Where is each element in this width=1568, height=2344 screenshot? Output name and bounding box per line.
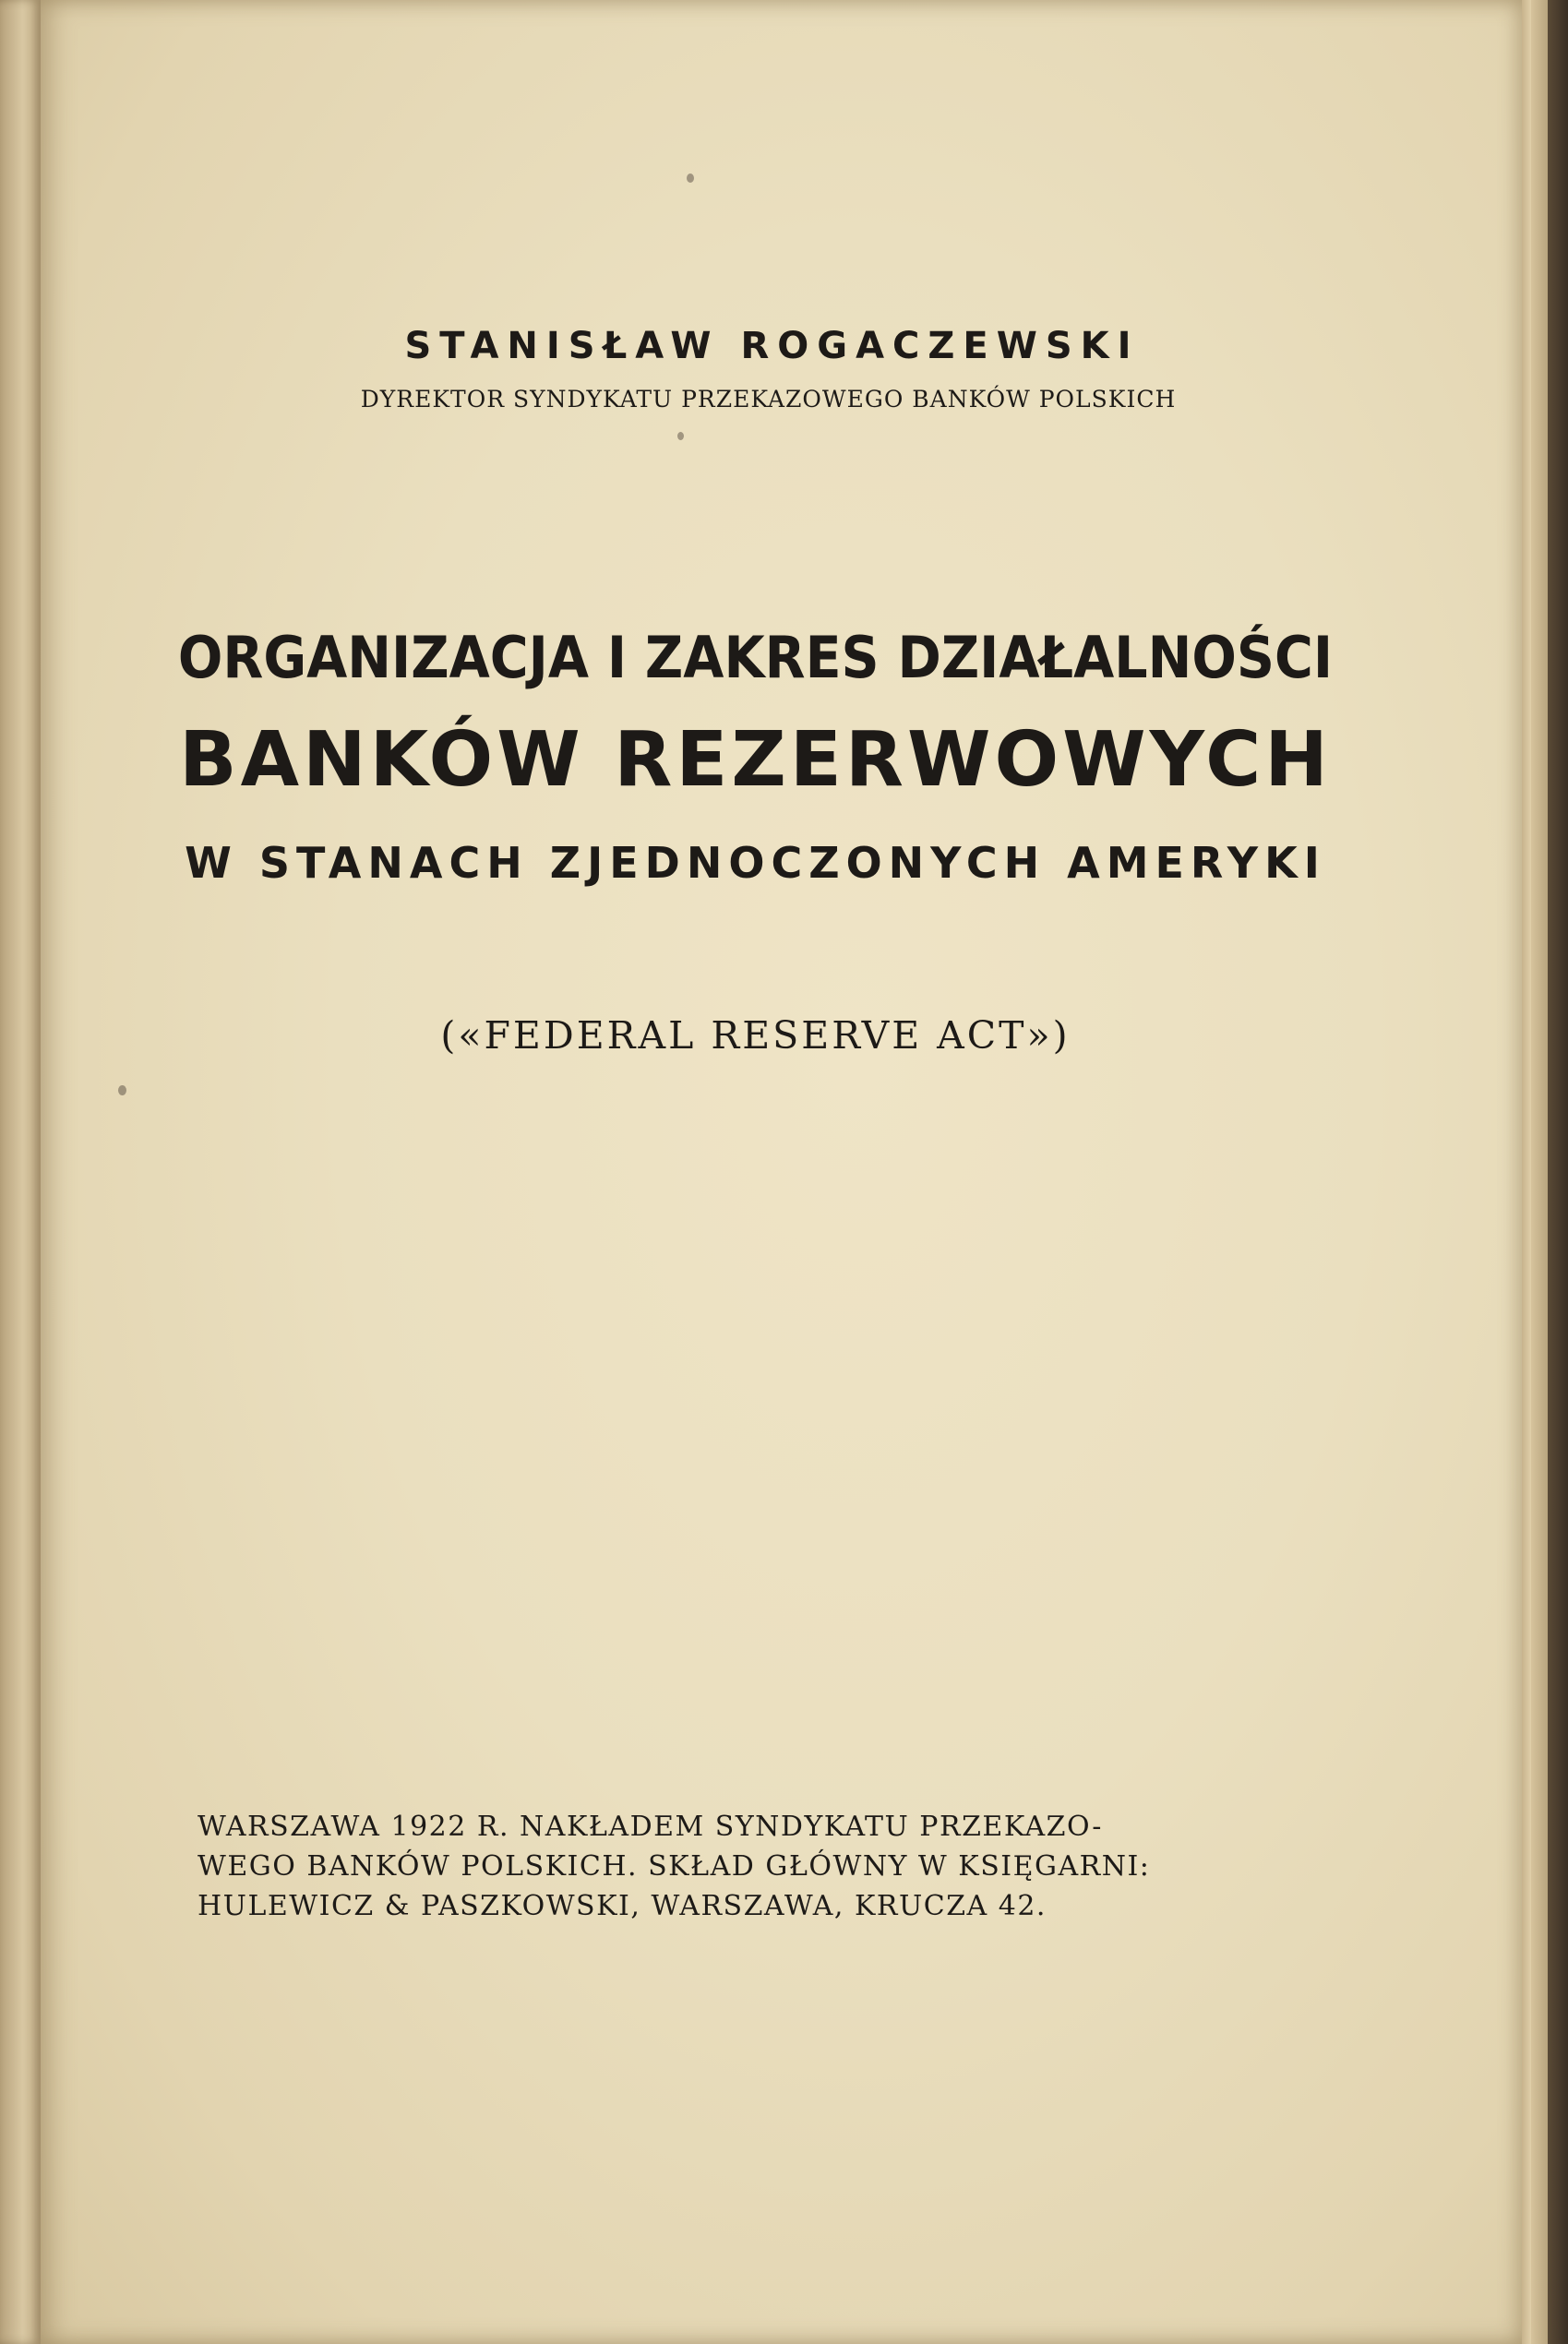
imprint-line-3: HULEWICZ & PASZKOWSKI, WARSZAWA, KRUCZA 42.: [197, 1890, 1047, 1922]
page-edge-inner: [1522, 0, 1531, 2344]
title-line-3: W STANACH ZJEDNOCZONYCH AMERYKI: [185, 838, 1326, 888]
paper-speck: [677, 432, 684, 440]
book-cover-edge: [1548, 0, 1568, 2344]
title-line-1: ORGANIZACJA I ZAKRES DZIAŁALNOŚCI: [177, 624, 1334, 691]
subtitle: («FEDERAL RESERVE ACT»): [440, 1013, 1071, 1058]
title-page: [41, 0, 1522, 2344]
author-role: DYREKTOR SYNDYKATU PRZEKAZOWEGO BANKÓW POLSKICH: [360, 386, 1177, 413]
paper-speck: [118, 1085, 126, 1095]
imprint-line-1: WARSZAWA 1922 R. NAKŁADEM SYNDYKATU PRZEKAZO-: [197, 1811, 1103, 1843]
title-line-2: BANKÓW REZERWOWYCH: [179, 716, 1332, 804]
paper-speck: [687, 173, 694, 183]
publisher-imprint: [197, 1807, 1250, 1926]
imprint-line-2: WEGO BANKÓW POLSKICH. SKŁAD GŁÓWNY W KSIĘGARNI:: [197, 1850, 1151, 1883]
author-name: STANISŁAW ROGACZEWSKI: [404, 325, 1140, 367]
page-edge-middle: [1531, 0, 1548, 2344]
